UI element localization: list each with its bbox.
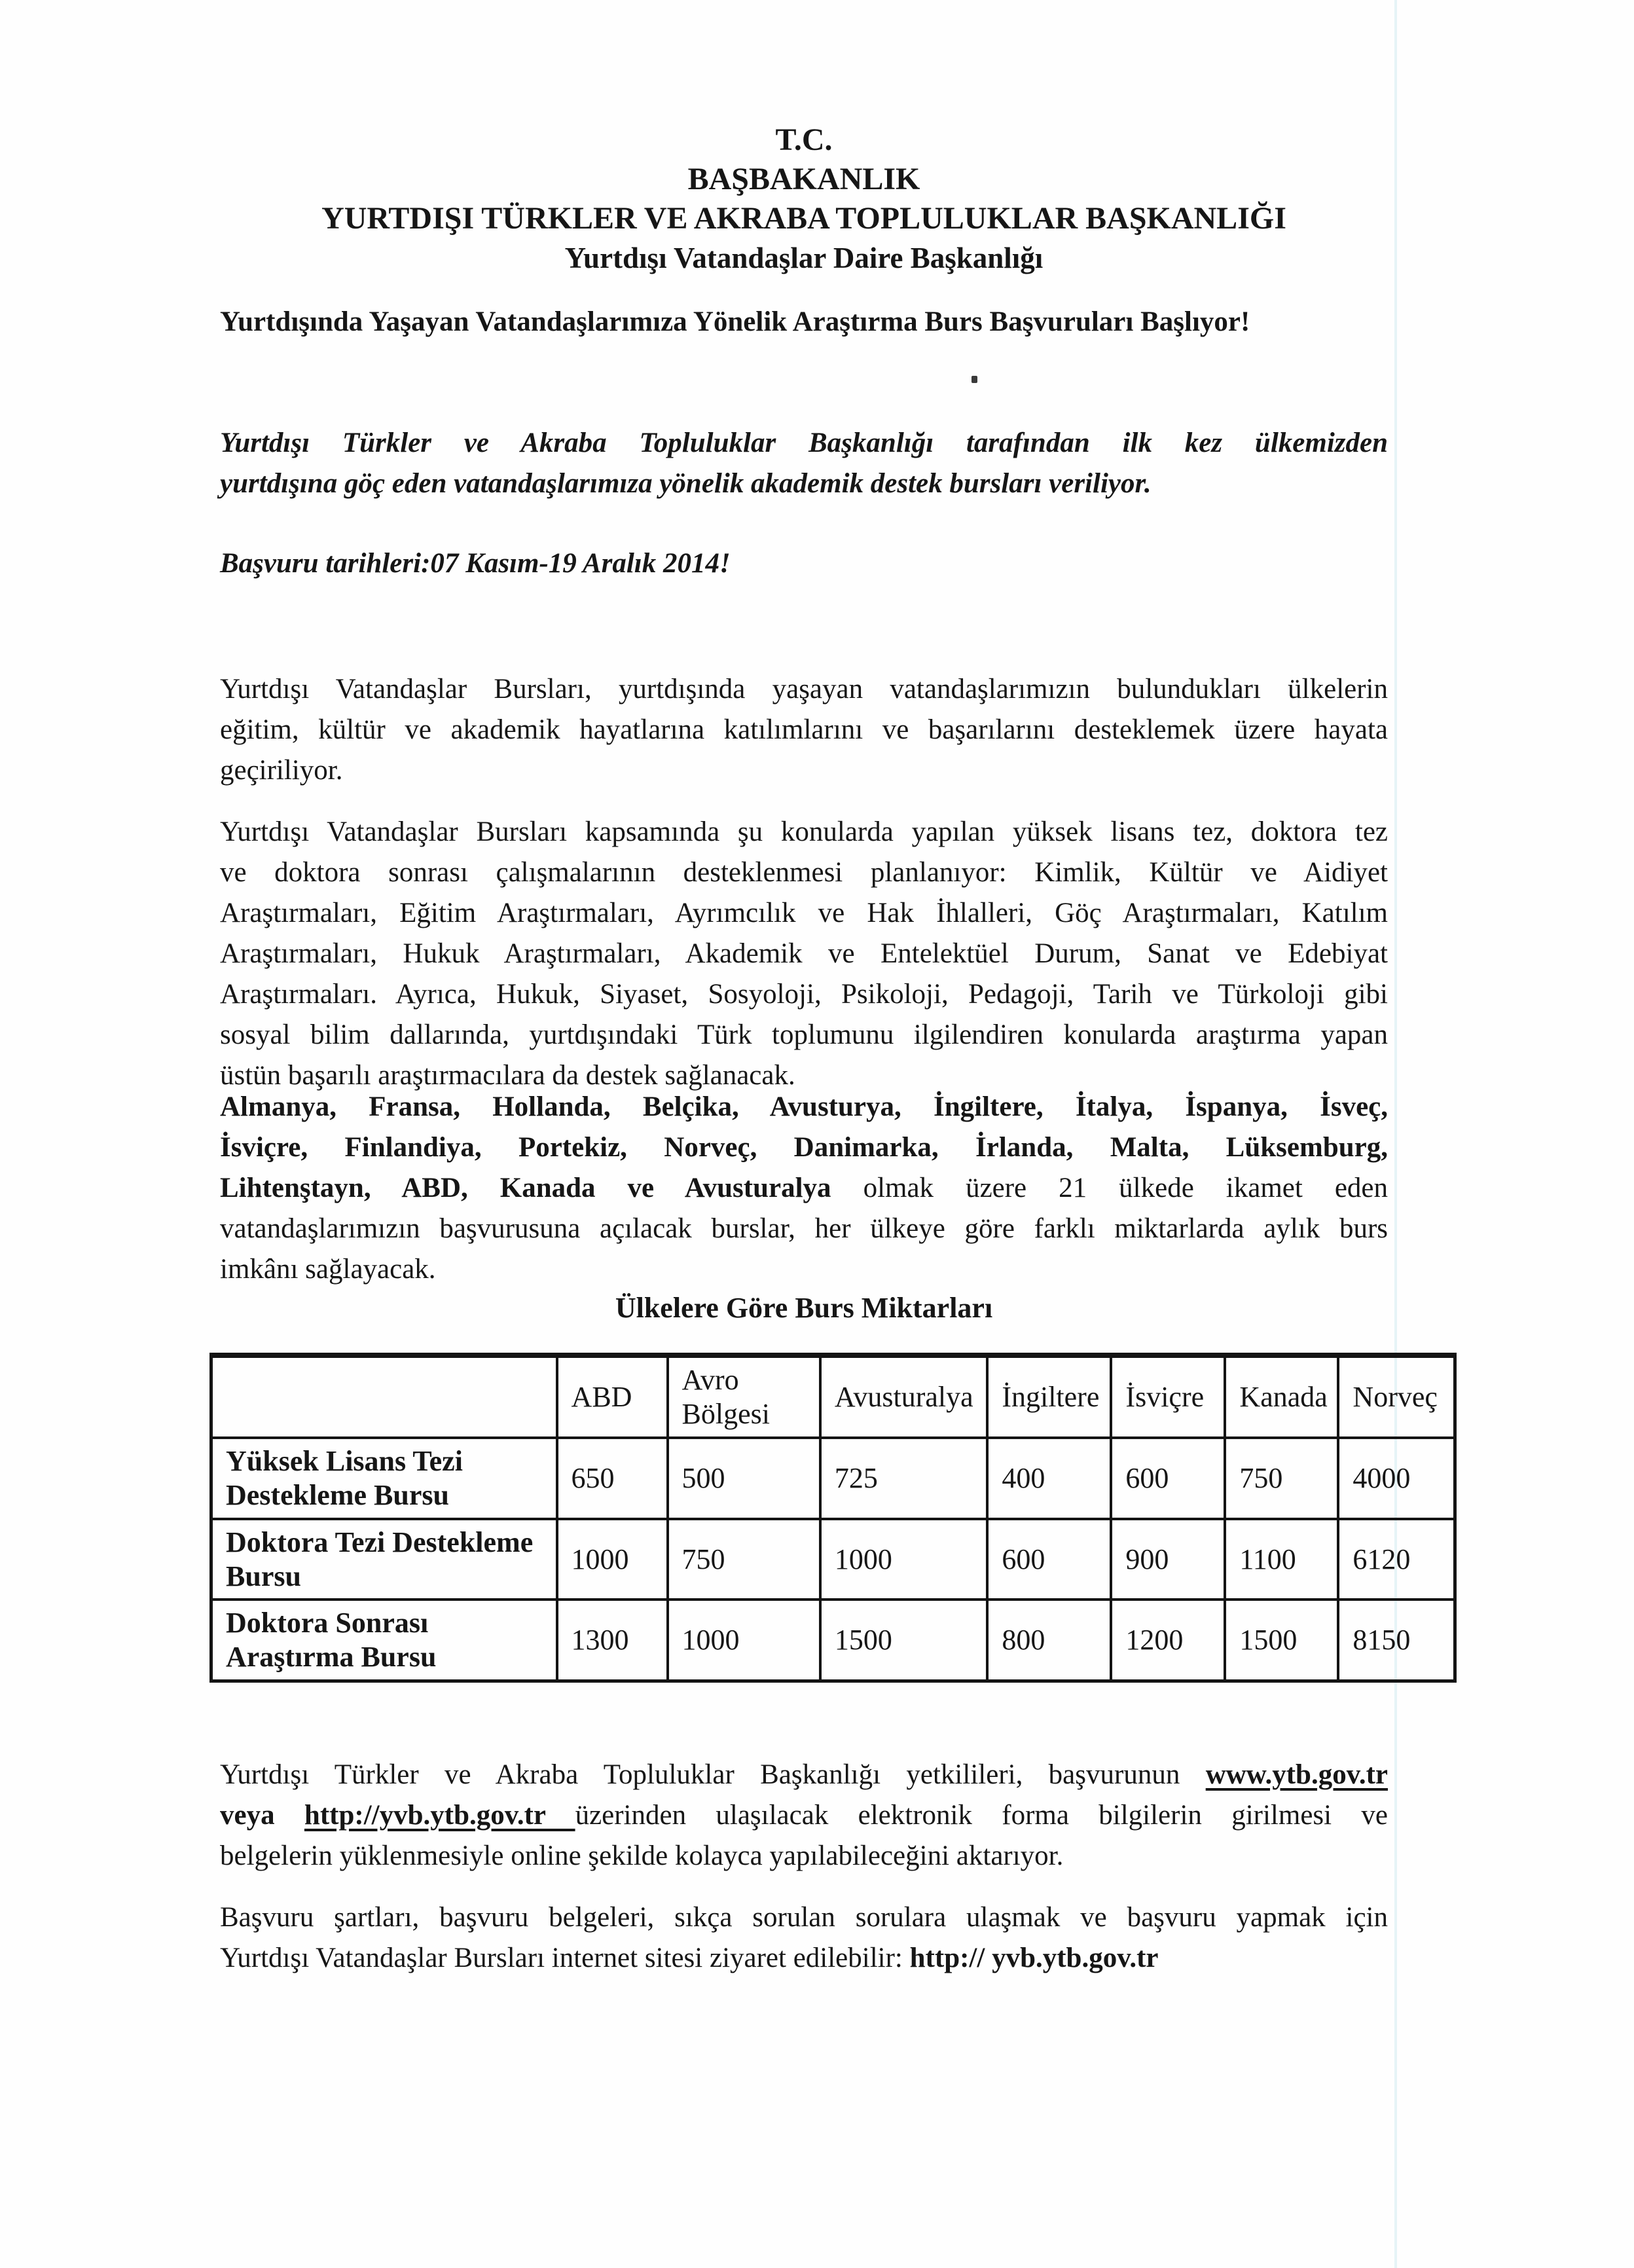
table-title: Ülkelere Göre Burs Miktarları [615, 1292, 993, 1324]
paragraph-purpose [220, 669, 1388, 791]
row-label: Doktora Sonrası Araştırma Bursu [211, 1600, 557, 1681]
cell-value: 6120 [1338, 1519, 1455, 1600]
cell-value: 800 [987, 1600, 1111, 1681]
text-line [220, 464, 1388, 504]
letterhead-basbakanlik: BAŞBAKANLIK [687, 162, 920, 196]
text-run: üstün başarılı araştırmacılara da destek sağlanacak. [220, 1060, 795, 1091]
text-line [220, 669, 1388, 710]
text-line [220, 1127, 1388, 1168]
text-run: http:// yvb.ytb.gov.tr [909, 1943, 1159, 1973]
text-line [220, 934, 1388, 974]
text-line [220, 1755, 1388, 1795]
text-run: Araştırmaları, Hukuk Araştırmaları, Akademik ve Entelektüel Durum, Sanat ve Edebiyat [220, 938, 1388, 969]
text-line [220, 1836, 1388, 1876]
letterhead-ytb: YURTDIŞI TÜRKLER VE AKRABA TOPLULUKLAR BAŞKANLIĞI [321, 201, 1286, 236]
header-kanada: Kanada [1225, 1355, 1338, 1438]
cell-value: 750 [1225, 1438, 1338, 1519]
text-line [220, 1087, 1388, 1127]
table-row [211, 1600, 1455, 1681]
cell-value: 500 [668, 1438, 820, 1519]
text-run: İsviçre, Finlandiya, Portekiz, Norveç, Danimarka, İrlanda, Malta, Lüksemburg, [220, 1132, 1388, 1163]
cell-value: 600 [987, 1519, 1111, 1600]
text-run: vatandaşlarımızın başvurusuna açılacak burslar, her ülkeye göre farklı miktarlarda aylık burs [220, 1213, 1388, 1244]
cell-value: 1500 [820, 1600, 987, 1681]
text-line [220, 423, 1388, 464]
text-line [220, 812, 1388, 852]
text-run: Yurtdışı Vatandaşlar Bursları, yurtdışında yaşayan vatandaşlarımızın bulundukları ülkelerin [220, 674, 1388, 704]
text-run: Başvuru tarihleri:07 Kasım-19 Aralık 2014! [220, 548, 731, 579]
table-row [211, 1519, 1455, 1600]
header-abd: ABD [557, 1355, 668, 1438]
text-run: Yurtdışı Türkler ve Akraba Topluluklar Başkanlığı tarafından ilk kez ülkemizden [220, 428, 1388, 458]
cell-value: 1000 [557, 1519, 668, 1600]
text-run: olmak üzere 21 ülkede ikamet eden [831, 1173, 1388, 1203]
text-run: Yurtdışı Vatandaşlar Bursları kapsamında şu konularda yapılan yüksek lisans tez, doktora tez [220, 816, 1388, 847]
text-run: veya [220, 1800, 304, 1831]
cell-value: 1300 [557, 1600, 668, 1681]
lead-paragraph [220, 423, 1388, 504]
header-ingiltere: İngiltere [987, 1355, 1111, 1438]
text-line [220, 893, 1388, 934]
text-line [220, 1168, 1388, 1209]
header-norvec: Norveç [1338, 1355, 1455, 1438]
cell-value: 400 [987, 1438, 1111, 1519]
scan-artifact-dot [971, 376, 977, 383]
text-run: Almanya, Fransa, Hollanda, Belçika, Avusturya, İngiltere, İtalya, İspanya, İsveç, [220, 1091, 1388, 1122]
application-dates [220, 543, 1388, 584]
cell-value: 1100 [1225, 1519, 1338, 1600]
text-run: sosyal bilim dallarında, yurtdışındaki Türk toplumunu ilgilendiren konularda araştırma yapan [220, 1019, 1388, 1050]
header-avusturalya: Avusturalya [820, 1355, 987, 1438]
letterhead-tc: T.C. [775, 122, 833, 157]
text-line [220, 710, 1388, 750]
scan-artifact-line [1394, 0, 1397, 2268]
cell-value: 4000 [1338, 1438, 1455, 1519]
paragraph-website [220, 1897, 1388, 1979]
url-text: http://yvb.ytb.gov.tr [304, 1800, 575, 1831]
text-run: Yurtdışı Türkler ve Akraba Topluluklar Başkanlığı yetkilileri, başvurunun [220, 1759, 1206, 1790]
cell-value: 725 [820, 1438, 987, 1519]
text-line [220, 543, 1388, 584]
cell-value: 650 [557, 1438, 668, 1519]
letterhead-daire: Yurtdışı Vatandaşlar Daire Başkanlığı [564, 242, 1044, 274]
table-row [211, 1438, 1455, 1519]
header-empty [211, 1355, 557, 1438]
paragraph-application-info [220, 1755, 1388, 1876]
text-line [220, 1795, 1388, 1836]
url-text: www.ytb.gov.tr [1205, 1759, 1388, 1790]
text-line [220, 1015, 1388, 1055]
text-run: belgelerin yüklenmesiyle online şekilde kolayca yapılabileceğini aktarıyor. [220, 1840, 1064, 1871]
paragraph-topics [220, 812, 1388, 1096]
paragraph-countries [220, 1087, 1388, 1290]
text-line [220, 1249, 1388, 1290]
text-run: üzerinden ulaşılacak elektronik forma bilgilerin girilmesi ve [575, 1800, 1388, 1831]
text-line [220, 852, 1388, 893]
scholarship-amounts-table [209, 1353, 1457, 1683]
cell-value: 750 [668, 1519, 820, 1600]
table-header-row [211, 1355, 1455, 1438]
text-run: ve doktora sonrası çalışmalarının desteklenmesi planlanıyor: Kimlik, Kültür ve Aidiyet [220, 857, 1388, 888]
text-run: Araştırmaları, Eğitim Araştırmaları, Ayrımcılık ve Hak İhlalleri, Göç Araştırmaları, Katılım [220, 898, 1388, 928]
header-isvicre: İsviçre [1111, 1355, 1225, 1438]
text-line [220, 1938, 1388, 1979]
text-run: Araştırmaları. Ayrıca, Hukuk, Siyaset, Sosyoloji, Psikoloji, Pedagoji, Tarih ve Türkoloji gibi [220, 979, 1388, 1010]
cell-value: 1000 [820, 1519, 987, 1600]
text-run: Başvuru şartları, başvuru belgeleri, sıkça sorulan sorulara ulaşmak ve başvuru yapmak için [220, 1902, 1388, 1933]
cell-value: 1000 [668, 1600, 820, 1681]
text-run: eğitim, kültür ve akademik hayatlarına katılımlarını ve başarılarını desteklemek üzere hayata [220, 714, 1388, 745]
document-headline: Yurtdışında Yaşayan Vatandaşlarımıza Yönelik Araştırma Burs Başvuruları Başlıyor! [220, 306, 1250, 337]
cell-value: 900 [1111, 1519, 1225, 1600]
cell-value: 1500 [1225, 1600, 1338, 1681]
text-run: yurtdışına göç eden vatandaşlarımıza yönelik akademik destek bursları veriliyor. [220, 468, 1152, 499]
text-line [220, 1897, 1388, 1938]
header-avro-bolgesi: Avro Bölgesi [668, 1355, 820, 1438]
cell-value: 600 [1111, 1438, 1225, 1519]
text-run: Yurtdışı Vatandaşlar Bursları internet sitesi ziyaret edilebilir: [220, 1943, 910, 1973]
text-line [220, 974, 1388, 1015]
row-label: Doktora Tezi Destekleme Bursu [211, 1519, 557, 1600]
cell-value: 8150 [1338, 1600, 1455, 1681]
text-line [220, 750, 1388, 791]
text-run: geçiriliyor. [220, 755, 343, 786]
row-label: Yüksek Lisans Tezi Destekleme Bursu [211, 1438, 557, 1519]
cell-value: 1200 [1111, 1600, 1225, 1681]
text-line [220, 1209, 1388, 1249]
text-run: imkânı sağlayacak. [220, 1254, 436, 1285]
text-run: Lihtenştayn, ABD, Kanada ve Avusturalya [220, 1173, 831, 1203]
